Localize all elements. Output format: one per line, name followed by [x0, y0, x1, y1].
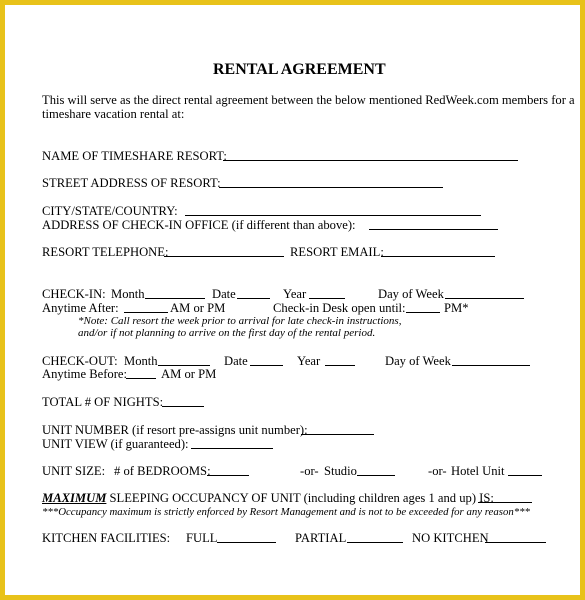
- occupancy-field[interactable]: [478, 502, 532, 503]
- checkin-month-field[interactable]: [145, 298, 205, 299]
- resort-email-label: RESORT EMAIL:: [290, 245, 384, 259]
- checkout-time-field[interactable]: [126, 378, 156, 379]
- unit-size-or-1: -or-: [300, 464, 319, 478]
- resort-name-label: NAME OF TIMESHARE RESORT:: [42, 149, 227, 163]
- checkin-date-label: Date: [212, 287, 236, 301]
- intro-text-line-1: This will serve as the direct rental agreement between the below mentioned RedWeek.com members for a: [42, 93, 575, 107]
- checkout-day-of-week-label: Day of Week: [385, 354, 451, 368]
- checkin-year-field[interactable]: [309, 298, 345, 299]
- checkin-month-label: Month: [111, 287, 145, 301]
- intro-text-line-2: timeshare vacation rental at:: [42, 107, 185, 121]
- checkin-desk-open-label: Check-in Desk open until:: [273, 301, 406, 315]
- checkin-day-of-week-label: Day of Week: [378, 287, 444, 301]
- studio-field[interactable]: [357, 475, 395, 476]
- checkin-note-line-1: *Note: Call resort the week prior to arrival for late check-in instructions,: [78, 315, 402, 327]
- hotel-unit-field[interactable]: [508, 475, 542, 476]
- checkout-date-field[interactable]: [250, 365, 283, 366]
- occupancy-label: [42, 491, 494, 505]
- checkout-year-field[interactable]: [325, 365, 355, 366]
- maximum-emphasis: MAXIMUM: [42, 491, 107, 505]
- checkin-label: CHECK-IN:: [42, 287, 106, 301]
- hotel-unit-label: Hotel Unit: [451, 464, 505, 478]
- street-address-field[interactable]: [219, 187, 443, 188]
- unit-number-field[interactable]: [301, 434, 374, 435]
- kitchen-full-field[interactable]: [217, 542, 276, 543]
- resort-telephone-label: RESORT TELEPHONE:: [42, 245, 169, 259]
- checkin-pm-label: PM*: [444, 301, 469, 315]
- city-state-country-field[interactable]: [185, 215, 481, 216]
- checkout-anytime-before-label: Anytime Before:: [42, 367, 127, 381]
- unit-view-field[interactable]: [191, 448, 273, 449]
- checkout-date-label: Date: [224, 354, 248, 368]
- city-state-country-label: CITY/STATE/COUNTRY:: [42, 204, 178, 218]
- checkin-day-of-week-field[interactable]: [445, 298, 524, 299]
- checkout-year-label: Year: [297, 354, 321, 368]
- occupancy-text: SLEEPING OCCUPANCY OF UNIT (including children ages 1 and up) IS:: [109, 491, 494, 505]
- checkin-year-label: Year: [283, 287, 307, 301]
- checkin-date-field[interactable]: [237, 298, 270, 299]
- checkin-time-field[interactable]: [124, 312, 168, 313]
- kitchen-partial-label: PARTIAL: [295, 531, 347, 545]
- checkin-office-field[interactable]: [369, 229, 498, 230]
- checkout-am-pm-label: AM or PM: [161, 367, 217, 381]
- checkin-anytime-after-label: Anytime After:: [42, 301, 119, 315]
- checkout-month-label: Month: [124, 354, 158, 368]
- unit-size-label: UNIT SIZE:: [42, 464, 106, 478]
- bedrooms-label: # of BEDROOMS:: [114, 464, 211, 478]
- kitchen-none-field[interactable]: [485, 542, 546, 543]
- checkout-label: CHECK-OUT:: [42, 354, 118, 368]
- kitchen-partial-field[interactable]: [347, 542, 403, 543]
- kitchen-full-label: FULL: [186, 531, 218, 545]
- total-nights-label: TOTAL # OF NIGHTS:: [42, 395, 164, 409]
- street-address-label: STREET ADDRESS OF RESORT:: [42, 176, 221, 190]
- bedrooms-field[interactable]: [207, 475, 249, 476]
- checkout-month-field[interactable]: [158, 365, 210, 366]
- unit-size-or-2: -or-: [428, 464, 447, 478]
- kitchen-facilities-label: KITCHEN FACILITIES:: [42, 531, 171, 545]
- unit-view-label: UNIT VIEW (if guaranteed):: [42, 437, 189, 451]
- checkin-desk-time-field[interactable]: [406, 312, 440, 313]
- checkout-day-of-week-field[interactable]: [452, 365, 530, 366]
- occupancy-note: ***Occupancy maximum is strictly enforced by Resort Management and is not to be exceeded for any reason***: [42, 506, 530, 518]
- resort-email-field[interactable]: [381, 256, 495, 257]
- resort-name-field[interactable]: [223, 160, 518, 161]
- checkin-note-line-2: and/or if not planning to arrive on the first day of the rental period.: [78, 327, 376, 339]
- total-nights-field[interactable]: [162, 406, 204, 407]
- resort-telephone-field[interactable]: [164, 256, 284, 257]
- checkin-office-label: ADDRESS OF CHECK-IN OFFICE (if different than above):: [42, 218, 356, 232]
- kitchen-none-label: NO KITCHEN: [412, 531, 489, 545]
- checkin-am-pm-label: AM or PM: [170, 301, 226, 315]
- studio-label: Studio: [324, 464, 357, 478]
- rental-agreement-page: [5, 5, 580, 595]
- page-title: RENTAL AGREEMENT: [213, 61, 386, 78]
- unit-number-label: UNIT NUMBER (if resort pre-assigns unit number):: [42, 423, 308, 437]
